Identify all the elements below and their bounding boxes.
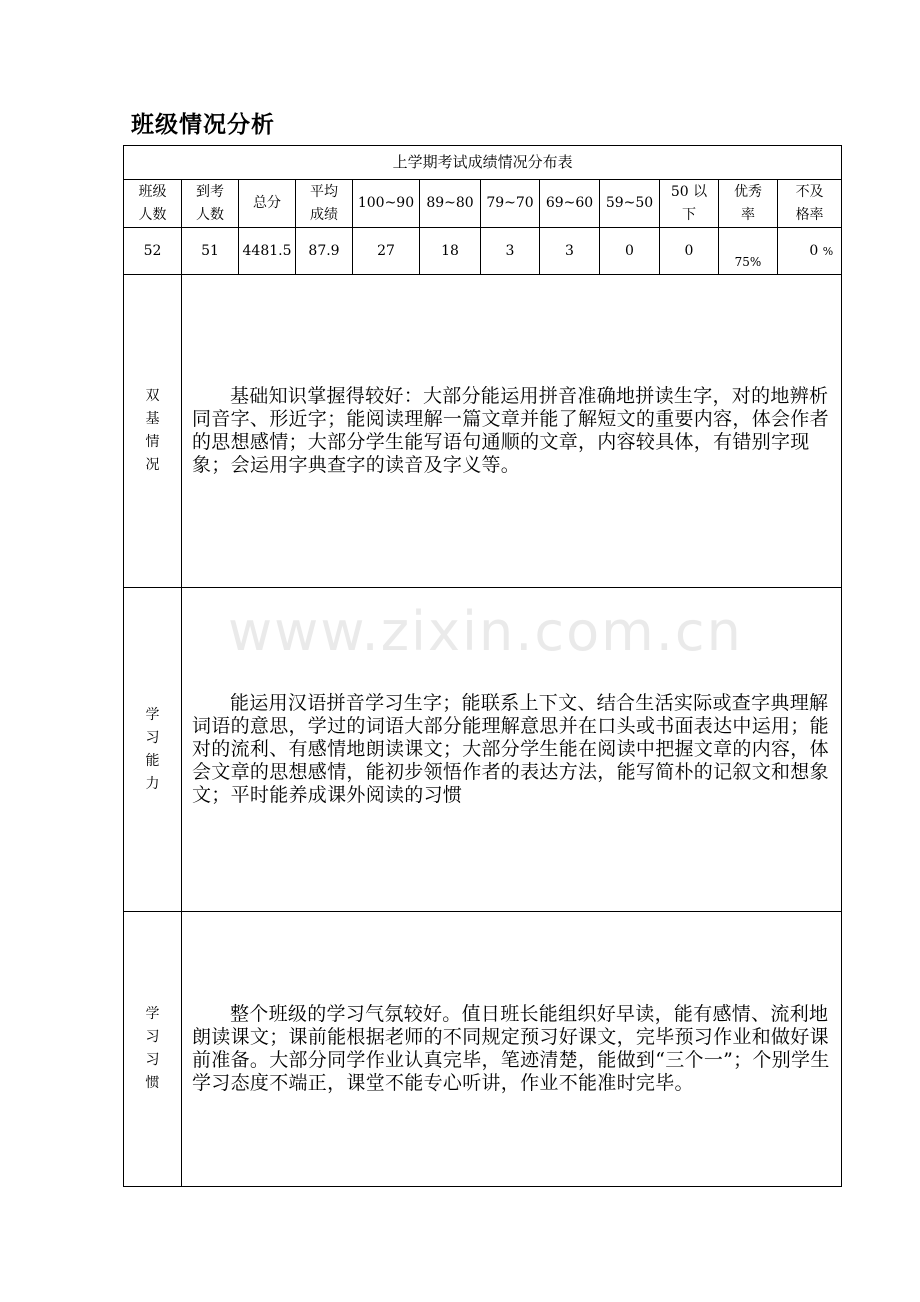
header-range-79-70: 79~70	[481, 180, 540, 228]
header-fail-rate: 不及 格率	[778, 180, 842, 228]
fail-rate-number: 0	[809, 242, 819, 259]
value-range-79-70: 3	[481, 228, 540, 275]
section-label-habits: 学 习 习 惯	[124, 912, 182, 1187]
value-range-89-80: 18	[420, 228, 481, 275]
section-label-basics: 双 基 情 况	[124, 275, 182, 588]
header-range-89-80: 89~80	[420, 180, 481, 228]
table-values-row	[124, 228, 842, 275]
header-attended: 到考 人数	[182, 180, 239, 228]
value-excellent-rate: 75%	[719, 228, 778, 275]
value-range-59-50: 0	[600, 228, 660, 275]
fail-rate-unit: %	[822, 244, 834, 258]
header-below-50: 50 以 下	[660, 180, 719, 228]
value-average-score: 87.9	[296, 228, 353, 275]
header-total-score: 总分	[239, 180, 296, 228]
header-excellent-rate: 优秀 率	[719, 180, 778, 228]
value-class-size: 52	[124, 228, 182, 275]
watermark: www.zixin.com.cn	[228, 600, 743, 663]
section-ability	[124, 588, 842, 912]
value-attended: 51	[182, 228, 239, 275]
value-fail-rate	[778, 228, 842, 275]
value-total-score: 4481.5	[239, 228, 296, 275]
page-title: 班级情况分析	[131, 112, 275, 138]
section-text-ability: 能运用汉语拼音学习生字；能联系上下文、结合生活实际或查字典理解词语的意思，学过的词语大部分能理解意思并在口头或书面表达中运用；能对的流利、有感情地朗读课文；大部分学生能在阅读中把握文章的内容，体会文章的思想感情，能初步领悟作者的表达方法，能写简朴的记叙文和想象文；平时能养成课外阅读的习惯	[182, 588, 842, 912]
section-basics	[124, 275, 842, 588]
table-header-row	[124, 180, 842, 228]
header-range-59-50: 59~50	[600, 180, 660, 228]
section-label-ability: 学 习 能 力	[124, 588, 182, 912]
value-range-100-90: 27	[353, 228, 420, 275]
header-range-100-90: 100~90	[353, 180, 420, 228]
value-range-69-60: 3	[540, 228, 600, 275]
section-text-basics: 基础知识掌握得较好：大部分能运用拼音准确地拼读生字，对的地辨析同音字、形近字；能阅读理解一篇文章并能了解短文的重要内容，体会作者的思想感情；大部分学生能写语句通顺的文章，内容较具体，有错别字现象；会运用字典查字的读音及字义等。	[182, 275, 842, 588]
header-class-size: 班级 人数	[124, 180, 182, 228]
table-caption: 上学期考试成绩情况分布表	[124, 146, 842, 180]
header-range-69-60: 69~60	[540, 180, 600, 228]
section-habits	[124, 912, 842, 1187]
header-average-score: 平均 成绩	[296, 180, 353, 228]
value-below-50: 0	[660, 228, 719, 275]
section-text-habits: 整个班级的学习气氛较好。值日班长能组织好早读，能有感情、流利地朗读课文；课前能根据老师的不同规定预习好课文，完毕预习作业和做好课前准备。大部分同学作业认真完毕，笔迹清楚，能做到“三个一”；个别学生学习态度不端正，课堂不能专心听讲，作业不能准时完毕。	[182, 912, 842, 1187]
score-distribution-table	[123, 145, 842, 1187]
